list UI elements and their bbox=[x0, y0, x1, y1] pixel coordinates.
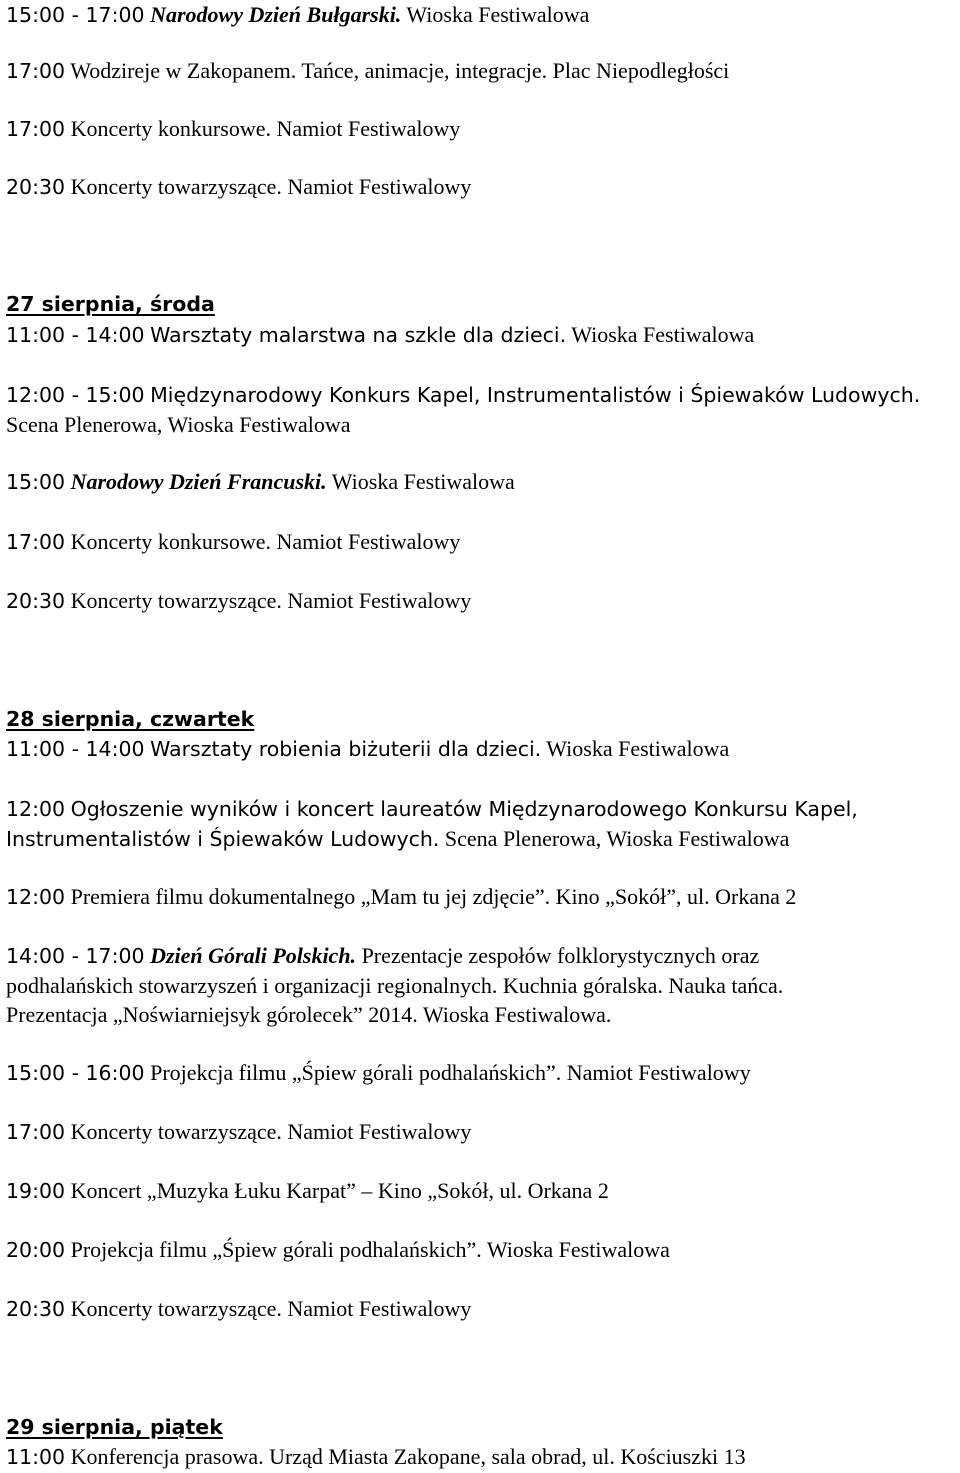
event-title-cont: Instrumentalistów i Śpiewaków Ludowych. bbox=[6, 827, 440, 851]
event-entry bbox=[6, 0, 956, 30]
event-time: 14:00 - 17:00 bbox=[6, 944, 145, 968]
event-entry bbox=[6, 734, 956, 764]
event-time: 17:00 bbox=[6, 530, 66, 554]
event-description-cont: Prezentacja „Noświarniejsyk górolecek” 2014. Wioska Festiwalowa. bbox=[6, 1002, 612, 1027]
event-location: Namiot Festiwalowy bbox=[281, 174, 472, 199]
event-time: 12:00 - 15:00 bbox=[6, 383, 145, 407]
event-time: 15:00 - 16:00 bbox=[6, 1061, 145, 1085]
event-entry bbox=[6, 1117, 956, 1147]
event-time: 17:00 bbox=[6, 1120, 66, 1144]
event-time: 20:30 bbox=[6, 175, 66, 199]
event-entry bbox=[6, 114, 956, 144]
event-location: Namiot Festiwalowy bbox=[281, 588, 472, 613]
event-title: Projekcja filmu „Śpiew górali podhalańskich”. Namiot Festiwalowy bbox=[150, 1060, 751, 1085]
event-time: 11:00 - 14:00 bbox=[6, 323, 145, 347]
event-location: Namiot Festiwalowy bbox=[270, 116, 461, 141]
event-entry bbox=[6, 1058, 956, 1088]
event-entry bbox=[6, 1294, 956, 1324]
event-location: Wioska Festiwalowa bbox=[566, 322, 755, 347]
event-title: Konferencja prasowa. Urząd Miasta Zakopane, sala obrad, ul. Kościuszki 13 bbox=[70, 1444, 746, 1469]
event-entry bbox=[6, 941, 956, 1029]
event-entry bbox=[6, 1235, 956, 1265]
event-title: Koncerty konkursowe. bbox=[70, 116, 271, 141]
event-time: 15:00 - 17:00 bbox=[6, 3, 145, 27]
event-description-cont: podhalańskich stowarzyszeń i organizacji regionalnych. Kuchnia góralska. Nauka tańca. bbox=[6, 973, 784, 998]
event-location: Wioska Festiwalowa bbox=[541, 736, 730, 761]
event-location: Wioska Festiwalowa bbox=[401, 2, 590, 27]
day-heading-27: 27 sierpnia, środa bbox=[6, 292, 215, 316]
event-time: 17:00 bbox=[6, 59, 66, 83]
event-title: Warsztaty malarstwa na szkle dla dzieci. bbox=[150, 323, 567, 347]
event-title: Międzynarodowy Konkurs Kapel, Instrumentalistów i Śpiewaków Ludowych. bbox=[150, 383, 921, 407]
event-title: Wodzireje w Zakopanem. Tańce, animacje, integracje. Plac Niepodległości bbox=[70, 58, 730, 83]
event-entry bbox=[6, 467, 956, 497]
event-entry bbox=[6, 1442, 956, 1472]
event-title: Projekcja filmu „Śpiew górali podhalańskich”. Wioska Festiwalowa bbox=[70, 1237, 670, 1262]
event-title: Koncerty towarzyszące. bbox=[70, 174, 282, 199]
event-location: Scena Plenerowa, Wioska Festiwalowa bbox=[439, 826, 790, 851]
event-time: 11:00 bbox=[6, 1445, 66, 1469]
event-entry bbox=[6, 380, 956, 439]
event-time: 12:00 bbox=[6, 797, 66, 821]
event-entry bbox=[6, 586, 956, 616]
event-title: Koncerty konkursowe. bbox=[70, 529, 271, 554]
event-entry bbox=[6, 172, 956, 202]
day-heading-28: 28 sierpnia, czwartek bbox=[6, 707, 255, 731]
event-time: 17:00 bbox=[6, 117, 66, 141]
event-entry bbox=[6, 56, 956, 86]
event-title: Ogłoszenie wyników i koncert laureatów Międzynarodowego Konkursu Kapel, bbox=[70, 797, 858, 821]
event-title: Dzień Górali Polskich. bbox=[150, 943, 357, 968]
event-title: Premiera filmu dokumentalnego „Mam tu jej zdjęcie”. Kino „Sokół”, ul. Orkana 2 bbox=[70, 884, 797, 909]
event-title: Koncerty towarzyszące. Namiot Festiwalowy bbox=[70, 1296, 472, 1321]
event-title: Koncerty towarzyszące. bbox=[70, 588, 282, 613]
event-title: Warsztaty robienia biżuterii dla dzieci. bbox=[150, 737, 542, 761]
event-location: Namiot Festiwalowy bbox=[270, 529, 461, 554]
event-title: Narodowy Dzień Bułgarski. bbox=[150, 2, 402, 27]
event-time: 20:00 bbox=[6, 1238, 66, 1262]
event-location: Wioska Festiwalowa bbox=[326, 469, 515, 494]
event-entry bbox=[6, 882, 956, 912]
day-heading-29: 29 sierpnia, piątek bbox=[6, 1415, 223, 1439]
event-description: Prezentacje zespołów folklorystycznych oraz bbox=[356, 943, 760, 968]
event-entry bbox=[6, 320, 956, 350]
event-entry bbox=[6, 794, 956, 854]
event-title: Koncerty towarzyszące. Namiot Festiwalowy bbox=[70, 1119, 472, 1144]
event-time: 15:00 bbox=[6, 470, 66, 494]
event-entry bbox=[6, 1176, 956, 1206]
event-time: 20:30 bbox=[6, 1297, 66, 1321]
event-title: Koncert „Muzyka Łuku Karpat” – Kino „Sokół, ul. Orkana 2 bbox=[70, 1178, 609, 1203]
event-time: 20:30 bbox=[6, 589, 66, 613]
event-title: Narodowy Dzień Francuski. bbox=[70, 469, 327, 494]
event-time: 19:00 bbox=[6, 1179, 66, 1203]
event-location: Scena Plenerowa, Wioska Festiwalowa bbox=[6, 412, 351, 437]
event-time: 11:00 - 14:00 bbox=[6, 737, 145, 761]
event-entry bbox=[6, 527, 956, 557]
event-time: 12:00 bbox=[6, 885, 66, 909]
